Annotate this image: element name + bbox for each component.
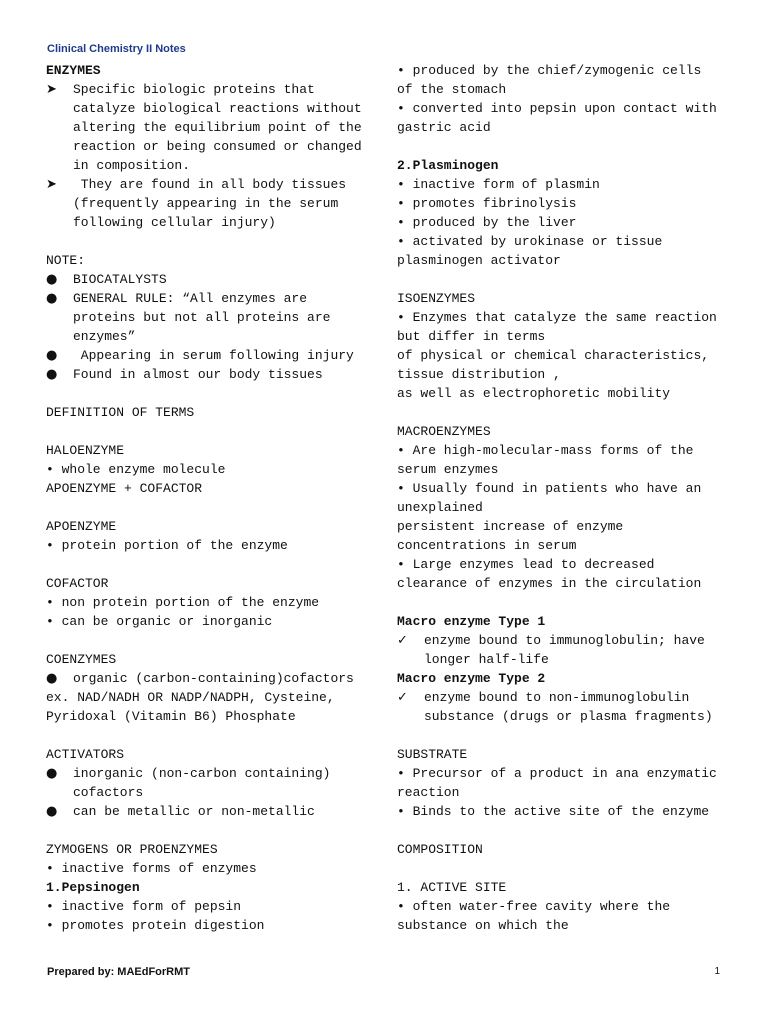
blank-line (46, 232, 376, 251)
text-line: • Large enzymes lead to decreased (397, 557, 655, 572)
text-line: • produced by the chief/zymogenic cells (397, 63, 702, 78)
text-line: • Enzymes that catalyze the same reaction (397, 310, 717, 325)
blank-line (397, 137, 727, 156)
text-line: unexplained (397, 500, 483, 515)
bullet-item-text: enzyme bound to immunoglobulin; have (424, 633, 705, 648)
left-column (46, 61, 376, 935)
text-line: ACTIVATORS (46, 747, 125, 762)
text-line: of physical or chemical characteristics, (397, 348, 710, 363)
bullet-item-text: catalyze biological reactions without (73, 101, 362, 116)
dot-bullet-icon: ● (46, 291, 58, 306)
blank-line (397, 593, 727, 612)
bullet-item-text: (frequently appearing in the serum (73, 196, 339, 211)
bullet-item (397, 688, 727, 726)
arrow-bullet-icon: ➤ (46, 82, 57, 97)
bullet-item-text: in composition. (73, 158, 191, 173)
text-line: APOENZYME (46, 519, 117, 534)
text-line: COFACTOR (46, 576, 109, 591)
blank-line (46, 726, 376, 745)
text-line: Pyridoxal (Vitamin B6) Phosphate (46, 709, 296, 724)
dot-bullet-icon: ● (46, 348, 58, 363)
text-line: 1. ACTIVE SITE (397, 880, 507, 895)
check-bullet-icon: ✓ (397, 633, 408, 648)
bullet-item (46, 346, 376, 365)
text-line: substance on which the (397, 918, 569, 933)
text-line: MACROENZYMES (397, 424, 491, 439)
text-line: HALOENZYME (46, 443, 125, 458)
section-heading: ENZYMES (46, 63, 101, 78)
text-line: reaction (397, 785, 460, 800)
section-heading: 2.Plasminogen (397, 158, 499, 173)
dot-bullet-icon: ● (46, 367, 58, 382)
text-line: • Precursor of a product in ana enzymatic (397, 766, 717, 781)
text-line: • can be organic or inorganic (46, 614, 273, 629)
bullet-item (46, 80, 376, 175)
blank-line (46, 422, 376, 441)
text-line: gastric acid (397, 120, 491, 135)
text-line: serum enzymes (397, 462, 499, 477)
bullet-item-text: Specific biologic proteins that (73, 82, 315, 97)
bullet-item-text: Appearing in serum following injury (73, 348, 354, 363)
dot-bullet-icon: ● (46, 671, 58, 686)
bullet-item-text: following cellular injury) (73, 215, 276, 230)
blank-line (397, 270, 727, 289)
bullet-item (397, 631, 727, 669)
text-line: but differ in terms (397, 329, 546, 344)
bullet-item-text: Found in almost our body tissues (73, 367, 323, 382)
bullet-item (46, 764, 376, 802)
text-line: of the stomach (397, 82, 507, 97)
bullet-item-text: reaction or being consumed or changed (73, 139, 362, 154)
section-heading: Macro enzyme Type 1 (397, 614, 546, 629)
bullet-item (46, 669, 376, 688)
text-line: • Binds to the active site of the enzyme (397, 804, 710, 819)
bullet-item-text: enzymes” (73, 329, 136, 344)
right-column (397, 61, 727, 935)
text-line: • promotes protein digestion (46, 918, 265, 933)
blank-line (397, 726, 727, 745)
blank-line (46, 498, 376, 517)
text-line: • whole enzyme molecule (46, 462, 226, 477)
bullet-item-text: proteins but not all proteins are (73, 310, 331, 325)
bullet-item (46, 270, 376, 289)
footer-page-number: 1 (714, 966, 720, 977)
bullet-item-text: GENERAL RULE: “All enzymes are (73, 291, 308, 306)
bullet-item-text: substance (drugs or plasma fragments) (424, 709, 713, 724)
text-line: ISOENZYMES (397, 291, 476, 306)
blank-line (397, 821, 727, 840)
text-line: as well as electrophoretic mobility (397, 386, 671, 401)
text-line: COENZYMES (46, 652, 117, 667)
blank-line (46, 384, 376, 403)
text-line: • inactive form of pepsin (46, 899, 242, 914)
text-line: • inactive form of plasmin (397, 177, 600, 192)
text-line: clearance of enzymes in the circulation (397, 576, 702, 591)
text-line: NOTE: (46, 253, 86, 268)
text-line: SUBSTRATE (397, 747, 468, 762)
text-line: DEFINITION OF TERMS (46, 405, 195, 420)
text-line: plasminogen activator (397, 253, 561, 268)
text-line: tissue distribution , (397, 367, 561, 382)
bullet-item-text: inorganic (non-carbon containing) (73, 766, 331, 781)
bullet-item-text: BIOCATALYSTS (73, 272, 167, 287)
bullet-item-text: enzyme bound to non-immunoglobulin (424, 690, 690, 705)
text-line: • Are high-molecular-mass forms of the (397, 443, 694, 458)
dot-bullet-icon: ● (46, 272, 58, 287)
text-line: • often water-free cavity where the (397, 899, 671, 914)
text-line: COMPOSITION (397, 842, 483, 857)
blank-line (46, 555, 376, 574)
text-line: • activated by urokinase or tissue (397, 234, 663, 249)
dot-bullet-icon: ● (46, 804, 58, 819)
text-line: • promotes fibrinolysis (397, 196, 577, 211)
text-line: APOENZYME + COFACTOR (46, 481, 203, 496)
dot-bullet-icon: ● (46, 766, 58, 781)
blank-line (46, 631, 376, 650)
bullet-item-text: can be metallic or non-metallic (73, 804, 315, 819)
bullet-item-text: longer half-life (424, 652, 549, 667)
section-heading: 1.Pepsinogen (46, 880, 140, 895)
bullet-item-text: altering the equilibrium point of the (73, 120, 362, 135)
bullet-item-text: organic (carbon-containing)cofactors (73, 671, 354, 686)
footer-prepared-by: Prepared by: MAEdForRMT (47, 966, 191, 978)
text-line: • produced by the liver (397, 215, 577, 230)
text-line: • protein portion of the enzyme (46, 538, 288, 553)
check-bullet-icon: ✓ (397, 690, 408, 705)
blank-line (46, 821, 376, 840)
text-line: concentrations in serum (397, 538, 577, 553)
bullet-item (46, 365, 376, 384)
text-line: • inactive forms of enzymes (46, 861, 257, 876)
blank-line (397, 403, 727, 422)
bullet-item (46, 289, 376, 346)
bullet-item-text: They are found in all body tissues (73, 177, 347, 192)
section-heading: Macro enzyme Type 2 (397, 671, 546, 686)
text-line: • converted into pepsin upon contact with (397, 101, 717, 116)
bullet-item (46, 175, 376, 232)
text-line: ZYMOGENS OR PROENZYMES (46, 842, 218, 857)
text-line: ex. NAD/NADH OR NADP/NADPH, Cysteine, (46, 690, 335, 705)
bullet-item-text: cofactors (73, 785, 144, 800)
blank-line (397, 859, 727, 878)
text-line: • Usually found in patients who have an (397, 481, 702, 496)
text-line: • non protein portion of the enzyme (46, 595, 320, 610)
document-header-title: Clinical Chemistry II Notes (47, 43, 186, 55)
bullet-item (46, 802, 376, 821)
arrow-bullet-icon: ➤ (46, 177, 57, 192)
text-line: persistent increase of enzyme (397, 519, 624, 534)
